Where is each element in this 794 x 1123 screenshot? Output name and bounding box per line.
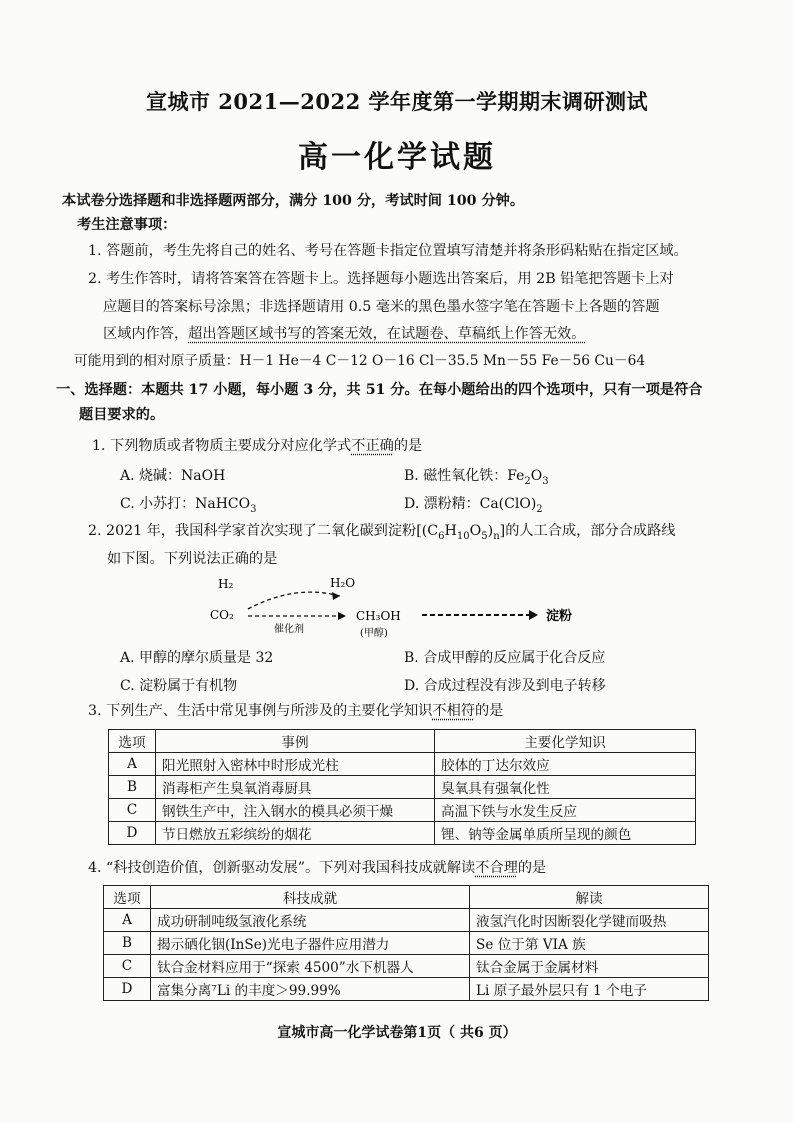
reaction-curve-arrow: [248, 592, 340, 609]
q2-stem-line-b: 如下图。下列说法正确的是: [107, 551, 278, 567]
q2-stem-line-a: [88, 521, 675, 547]
q2-option-d: D. 合成过程没有涉及到电子转移: [404, 678, 606, 694]
q2-mid1: H: [444, 523, 457, 539]
q2-option-c: C. 淀粉属于有机物: [120, 678, 238, 694]
q3-table: [108, 729, 696, 845]
atomic-masses: 可能用到的相对原子质量：H－1 He－4 C－12 O－16 Cl－35.5 Mn－55 Fe－56 Cu－64: [74, 353, 646, 369]
section-heading-line-a: 一、选择题：本题共 17 小题，每小题 3 分，共 51 分。在每小题给出的四个选项中，只有一项是符合: [56, 382, 703, 398]
q1-option-b-text: B. 磁性氧化铁：Fe: [404, 468, 525, 484]
q2-sub1: 6: [438, 530, 445, 542]
q4-row-c-interpretation: 钛合金属于金属材料: [470, 955, 709, 978]
q4-row-d-interpretation: Li 原子最外层只有 1 个电子: [470, 978, 709, 1001]
q4-stem: [88, 858, 546, 878]
q3-row-c-option: C: [109, 799, 156, 822]
q3-stem-text: 3. 下列生产、生活中常见事例与所涉及的主要化学知识: [88, 703, 433, 719]
reaction-arrowhead: [338, 612, 346, 620]
table-row: [109, 799, 696, 822]
table-row: [104, 978, 709, 1001]
q4-row-d-option: D: [104, 978, 151, 1001]
note-2-emphasis: 超出答题区域书写的答案无效，在试题卷、草稿纸上作答无效。: [188, 326, 586, 342]
q3-row-a-option: A: [109, 753, 156, 776]
q1-option-c-sub: 3: [250, 503, 257, 515]
synthesis-route-diagram: [190, 574, 610, 640]
q2-sub3: 5: [481, 530, 488, 542]
h2o-label: H₂O: [330, 576, 356, 590]
q1-option-b-mid: O: [530, 468, 543, 484]
exam-title: 宣城市 2021—2022 学年度第一学期期末调研测试: [145, 89, 648, 114]
process-arrowhead: [529, 610, 538, 620]
note-1: 1. 答题前，考生先将自己的姓名、考号在答题卡指定位置填写清楚并将条形码粘贴在指定区域。: [88, 243, 688, 259]
table-row: [109, 753, 696, 776]
q1-option-d-sub: 2: [536, 503, 543, 515]
q4-row-a-interpretation: 液氢汽化时因断裂化学键而吸热: [470, 909, 709, 932]
q1-option-d: [404, 493, 543, 515]
q4-row-b-option: B: [104, 932, 151, 955]
q2-sub2: 10: [456, 530, 470, 542]
q3-row-b-knowledge: 臭氧具有强氧化性: [435, 776, 696, 799]
q1-stem-text: 1. 下列物质或者物质主要成分对应化学式: [92, 438, 352, 454]
q1-stem: [92, 436, 422, 456]
q4-table: [103, 885, 709, 1001]
q1-option-d-text: D. 漂粉精：Ca(ClO): [404, 496, 537, 512]
q1-option-b: [404, 465, 549, 487]
q4-row-d-achievement: 富集分离⁷Li 的丰度＞99.99%: [151, 978, 470, 1001]
table-row: [104, 955, 709, 978]
h2-label: H₂: [218, 577, 234, 591]
co2-label: CO₂: [210, 608, 234, 622]
q4-row-c-option: C: [104, 955, 151, 978]
q4-stem-emphasis: 不合理: [475, 860, 518, 876]
q3-row-c-example: 钢铁生产中，注入钢水的模具必须干燥: [156, 799, 435, 822]
q2-option-a: A. 甲醇的摩尔质量是 32: [120, 650, 274, 666]
q4-stem-text: 4. “科技创造价值，创新驱动发展”。下列对我国科技成就解读: [88, 860, 476, 876]
q3-row-b-example: 消毒柜产生臭氧消毒厨具: [156, 776, 435, 799]
q3-stem-emphasis: 不相符: [432, 703, 475, 719]
note-2-line-b: 应题目的答案标号涂黑；非选择题请用 0.5 毫米的黑色墨水签字笔在答题卡上各题的答题: [103, 299, 660, 315]
methanol-label: (甲醇): [360, 628, 388, 639]
q3-table-header: [109, 730, 696, 753]
q3-row-d-knowledge: 锂、钠等金属单质所呈现的颜色: [435, 822, 696, 845]
ch3oh-label: CH₃OH: [356, 609, 401, 623]
q4-col-option: 选项: [104, 886, 151, 909]
q4-row-a-achievement: 成功研制吨级氢液化系统: [151, 909, 470, 932]
q3-row-a-knowledge: 胶体的丁达尔效应: [435, 753, 696, 776]
q3-stem-end: 的是: [474, 703, 504, 719]
curve-arrowhead: [332, 592, 340, 600]
q3-row-d-example: 节日燃放五彩缤纷的烟花: [156, 822, 435, 845]
table-row: [104, 932, 709, 955]
q4-row-a-option: A: [104, 909, 151, 932]
table-row: [104, 909, 709, 932]
q3-col-example: 事例: [156, 730, 435, 753]
catalyst-label: 催化剂: [274, 624, 304, 635]
q2-stem-end: ]的人工合成，部分合成路线: [499, 523, 676, 539]
table-row: [109, 822, 696, 845]
q1-option-b-sub2: 3: [542, 475, 549, 487]
q1-stem-emphasis: 不正确: [351, 438, 394, 454]
notes-heading: 考生注意事项：: [77, 217, 177, 233]
q2-stem-text: 2. 2021 年，我国科学家首次实现了二氧化碳到淀粉[(C: [88, 523, 439, 539]
note-2-line-c-text: 区域内作答，: [103, 326, 189, 342]
q3-stem: [88, 701, 503, 721]
q1-option-c-text: C. 小苏打：NaHCO: [120, 496, 251, 512]
q3-col-option: 选项: [109, 730, 156, 753]
q1-option-b-sub1: 2: [524, 475, 531, 487]
intro-line: 本试卷分选择题和非选择题两部分，满分 100 分，考试时间 100 分钟。: [62, 193, 525, 209]
q4-col-achievement: 科技成就: [151, 886, 470, 909]
q3-row-d-option: D: [109, 822, 156, 845]
q4-row-b-achievement: 揭示硒化铟(InSe)光电子器件应用潜力: [151, 932, 470, 955]
q2-option-b: B. 合成甲醇的反应属于化合反应: [404, 650, 606, 666]
q4-table-header: [104, 886, 709, 909]
section-heading-line-b: 题目要求的。: [79, 407, 165, 423]
q4-row-c-achievement: 钛合金材料应用于“探索 4500”水下机器人: [151, 955, 470, 978]
note-2-line-a: 2. 考生作答时，请将答案答在答题卡上。选择题每小题选出答案后，用 2B 铅笔把答题卡上对: [88, 271, 674, 287]
q2-sub4: n: [493, 530, 500, 542]
exam-subject-title: 高一化学试题: [298, 140, 496, 175]
q2-mid3: ): [487, 523, 494, 539]
table-row: [109, 776, 696, 799]
q1-option-a: A. 烧碱：NaOH: [120, 468, 226, 484]
starch-label: 淀粉: [546, 609, 573, 624]
q1-stem-end: 的是: [393, 438, 423, 454]
q1-option-c: [120, 493, 256, 515]
q3-row-b-option: B: [109, 776, 156, 799]
page-footer: 宣城市高一化学试卷第1页（ 共6 页）: [277, 1025, 517, 1041]
q4-stem-end: 的是: [517, 860, 547, 876]
q3-row-a-example: 阳光照射入密林中时形成光柱: [156, 753, 435, 776]
q3-col-knowledge: 主要化学知识: [435, 730, 696, 753]
note-2-line-c: [103, 324, 585, 344]
q3-row-c-knowledge: 高温下铁与水发生反应: [435, 799, 696, 822]
q4-col-interpretation: 解读: [470, 886, 709, 909]
q4-row-b-interpretation: Se 位于第 VIA 族: [470, 932, 709, 955]
q2-mid2: O: [469, 523, 482, 539]
